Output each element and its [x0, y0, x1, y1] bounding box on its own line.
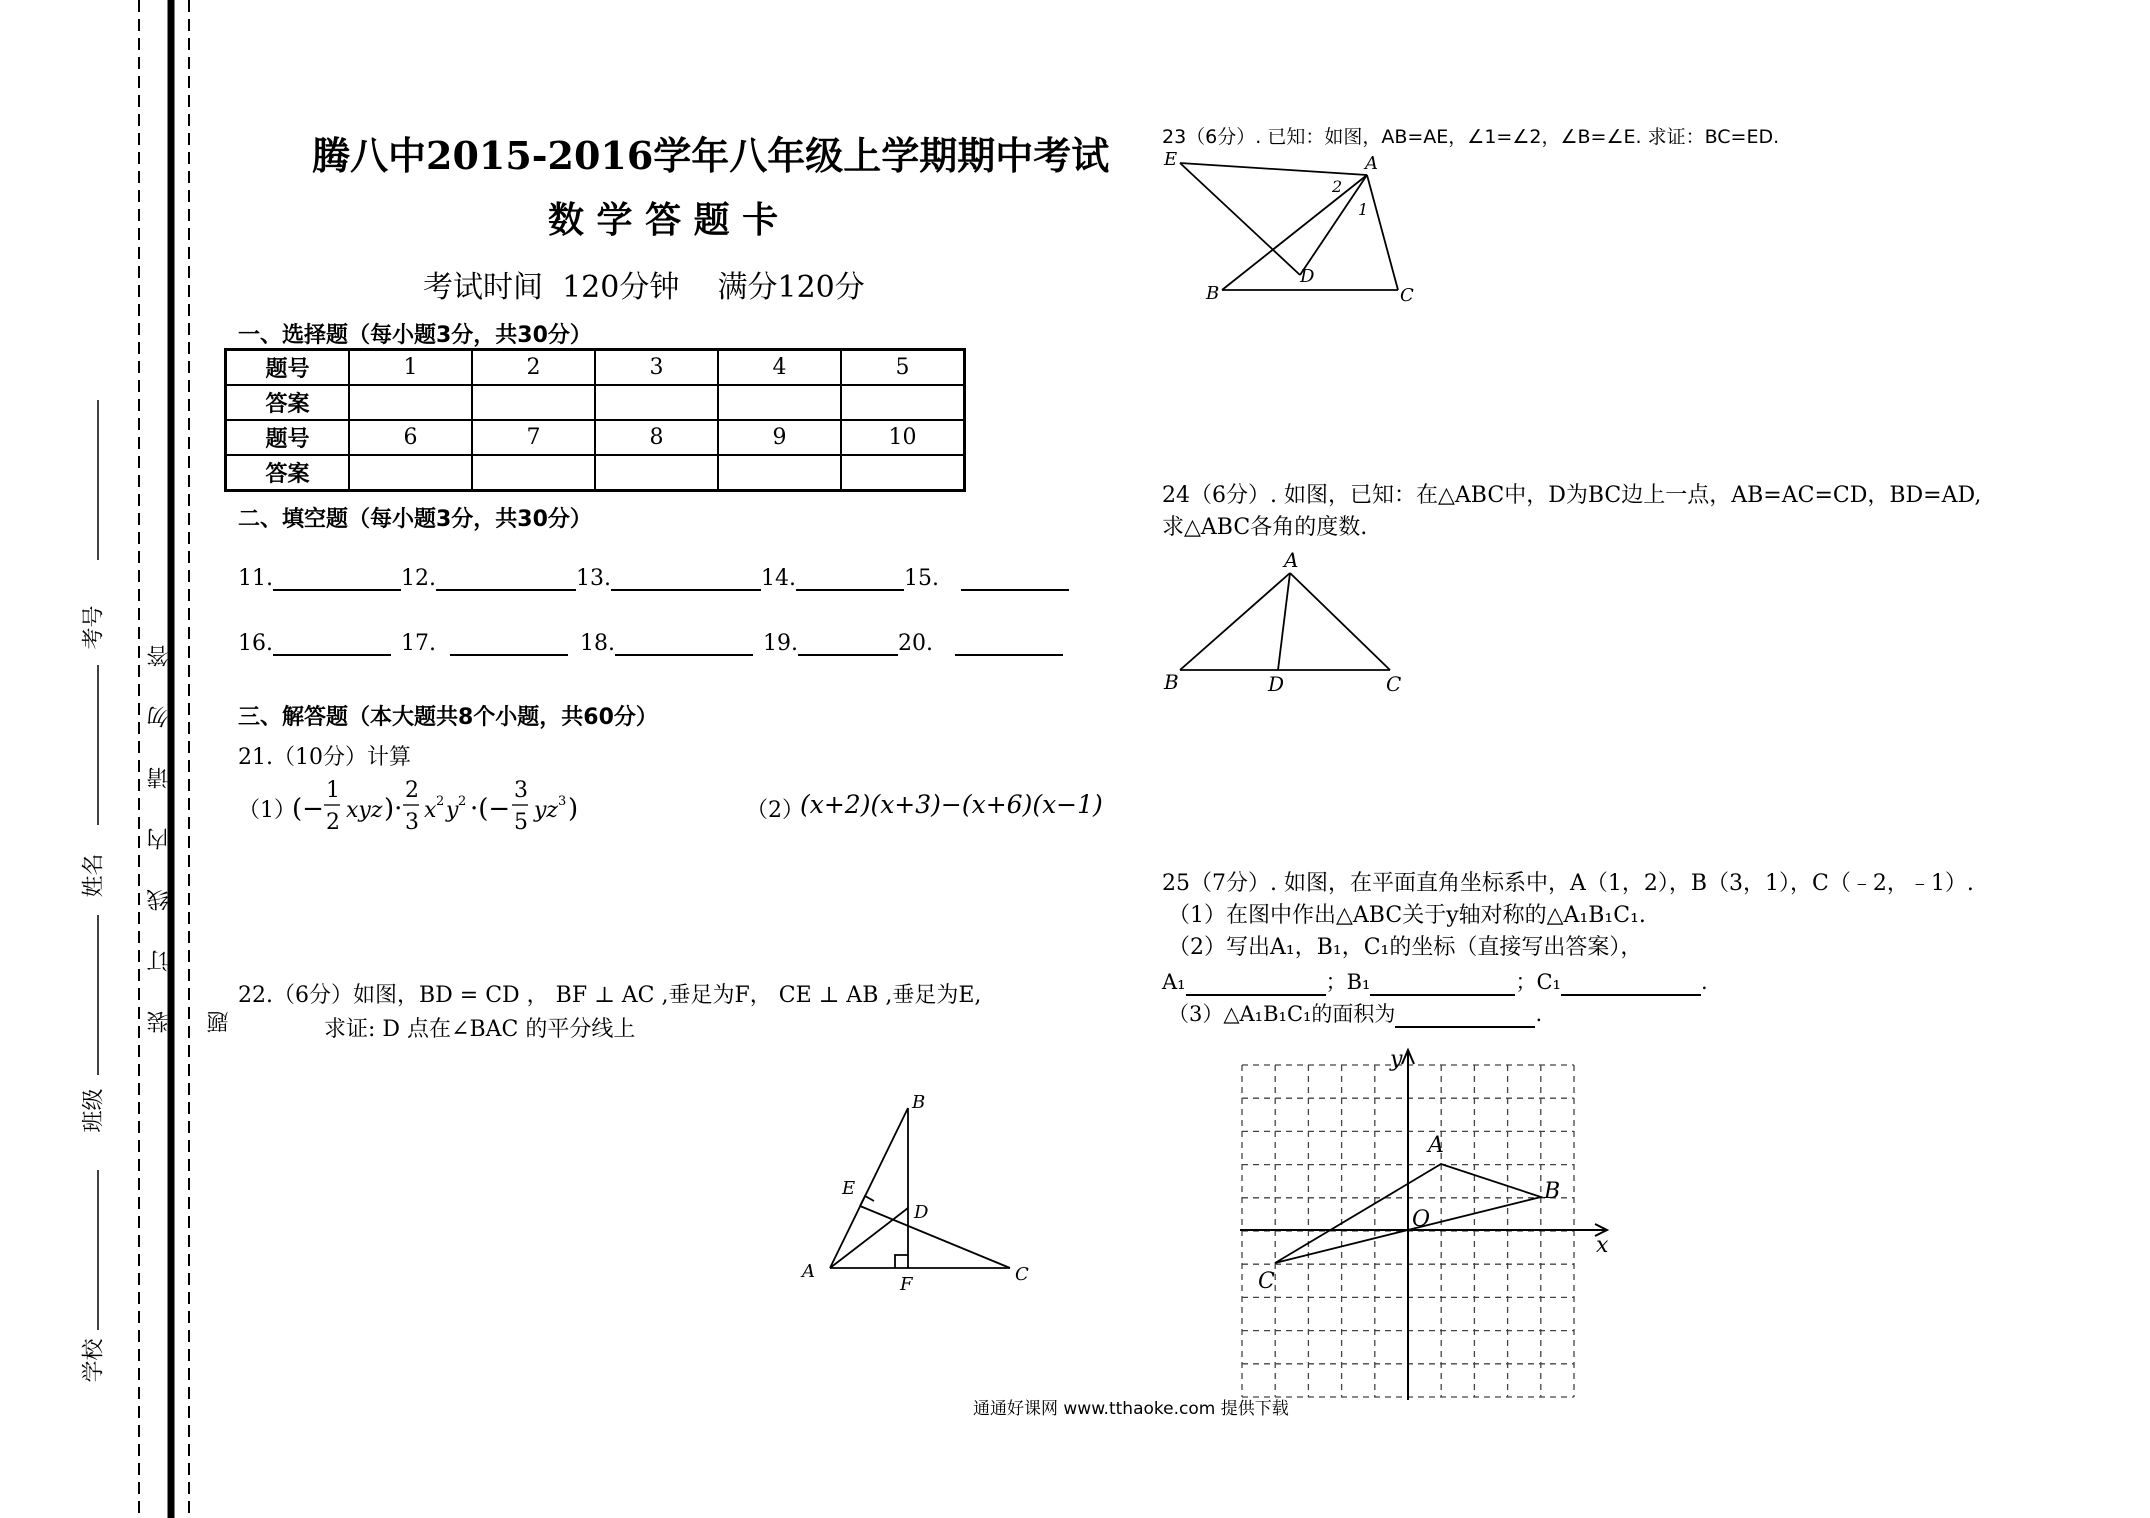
answer-cell[interactable]: [718, 455, 841, 491]
answer-label: 答案: [226, 385, 350, 420]
blank-12[interactable]: [436, 567, 576, 591]
qnum-cell: 1: [349, 350, 472, 386]
qnum-cell: 10: [841, 420, 965, 455]
q25-c1-label: ；C₁: [1515, 970, 1561, 994]
answer-cell[interactable]: [472, 455, 595, 491]
binding-warning: 装 订 线 内 请 勿 答 题: [147, 629, 232, 1033]
svg-text:2: 2: [326, 810, 340, 835]
fig23-label: B: [1206, 283, 1220, 304]
blank-17[interactable]: [450, 632, 568, 656]
answer-cell[interactable]: [595, 385, 718, 420]
fig25-label: y: [1390, 1047, 1403, 1072]
q22-line2: 求证: D 点在∠BAC 的平分线上: [324, 1017, 636, 1042]
fig23-label: 1: [1358, 200, 1369, 219]
blank-number: 18.: [580, 631, 615, 656]
fig24-label: C: [1386, 672, 1402, 696]
blank-number: 13.: [576, 566, 611, 591]
q25-area-label: （3）△A₁B₁C₁的面积为: [1168, 1002, 1396, 1026]
q25-answer-line: [1162, 966, 1708, 996]
fill-blank-row-1: [238, 566, 1069, 591]
q21-part1-label: （1）: [238, 798, 296, 823]
qnum-cell: 5: [841, 350, 965, 386]
fig25-label: B: [1544, 1179, 1561, 1204]
blank-16[interactable]: [273, 632, 391, 656]
choice-answer-table: [224, 348, 966, 492]
svg-text:2: 2: [436, 794, 445, 809]
answer-card-subtitle: 数 学 答 题 卡: [548, 199, 779, 241]
qnum-label: 题号: [226, 420, 350, 455]
blank-18[interactable]: [615, 632, 753, 656]
blank-number: 12.: [401, 566, 436, 591]
blank-number: 14.: [761, 566, 796, 591]
blank-14[interactable]: [796, 567, 904, 591]
svg-text:1: 1: [326, 778, 340, 803]
fig22-label: D: [914, 1202, 929, 1223]
fig22-label: C: [1015, 1264, 1029, 1285]
fig23-label: C: [1400, 285, 1414, 306]
svg-text:x: x: [424, 798, 437, 823]
qnum-cell: 9: [718, 420, 841, 455]
q21-part2-expression: (x+2)(x+3)−(x+6)(x−1): [800, 790, 1103, 819]
fig25-label: A: [1428, 1133, 1444, 1158]
qnum-cell: 6: [349, 420, 472, 455]
fill-blank-row-2: [238, 631, 1063, 656]
fig22-label: A: [802, 1261, 815, 1282]
q25-b1-blank[interactable]: [1370, 972, 1515, 996]
q24-line1: 24（6分）. 如图，已知：在△ABC中，D为BC边上一点，AB=AC=CD，BD=AD,: [1162, 483, 1982, 508]
q25-line2: （1）在图中作出△ABC关于y轴对称的△A₁B₁C₁.: [1168, 903, 1646, 928]
fig23-label: A: [1365, 153, 1378, 174]
section1-heading: 一、选择题（每小题3分，共30分）: [238, 323, 592, 348]
qnum-cell: 7: [472, 420, 595, 455]
qnum-cell: 8: [595, 420, 718, 455]
svg-text:3: 3: [405, 810, 419, 835]
fig24-label: B: [1164, 670, 1179, 694]
svg-text:)·: )·: [384, 794, 403, 824]
blank-13[interactable]: [611, 567, 761, 591]
answer-cell[interactable]: [472, 385, 595, 420]
fig25-label: C: [1258, 1269, 1275, 1294]
answer-cell[interactable]: [718, 385, 841, 420]
svg-text:xyz: xyz: [346, 798, 383, 823]
q23-figure: [1160, 145, 1420, 315]
svg-text:5: 5: [514, 810, 528, 835]
q25-end: .: [1700, 970, 1708, 994]
svg-text:): ): [568, 794, 579, 824]
name-label: 姓名: [81, 853, 107, 898]
fig24-label: A: [1284, 548, 1299, 572]
exam-time-line: 考试时间 120分钟 满分120分: [423, 270, 865, 305]
class-label: 班级: [81, 1088, 107, 1133]
blank-20[interactable]: [955, 632, 1063, 656]
q22-figure: [790, 1090, 1050, 1300]
svg-text:yz: yz: [534, 798, 559, 823]
q25-area-blank[interactable]: [1395, 1004, 1535, 1028]
fig23-label: D: [1300, 266, 1315, 287]
fig23-label: 2: [1332, 177, 1343, 196]
footer-watermark: 通通好课网 www.tthaoke.com 提供下载: [973, 1399, 1289, 1419]
q24-line2: 求△ABC各角的度数.: [1162, 515, 1368, 540]
q25-a1-label: A₁: [1162, 970, 1186, 994]
svg-text:2: 2: [458, 794, 467, 809]
q25-coordinate-grid: [1230, 1040, 1620, 1410]
fig25-label: O: [1412, 1207, 1431, 1232]
q21-part2-label: （2）: [746, 798, 804, 823]
q25-line3: （2）写出A₁，B₁，C₁的坐标（直接写出答案），: [1168, 935, 1643, 960]
svg-text:2: 2: [405, 778, 419, 803]
q25-line1: 25（7分）. 如图，在平面直角坐标系中，A（1，2），B（3，1），C（﹣2，﹣1）.: [1162, 871, 1974, 896]
svg-text:(−: (−: [292, 794, 324, 824]
q24-figure: [1160, 545, 1420, 705]
svg-text:y: y: [446, 798, 459, 823]
answer-cell[interactable]: [841, 455, 965, 491]
qnum-cell: 4: [718, 350, 841, 386]
qnum-label: 题号: [226, 350, 350, 386]
svg-text:3: 3: [514, 778, 528, 803]
answer-cell[interactable]: [349, 455, 472, 491]
blank-number: 19.: [763, 631, 798, 656]
school-label: 学校: [81, 1338, 107, 1383]
fig24-label: D: [1268, 672, 1285, 696]
blank-11[interactable]: [273, 567, 401, 591]
fig22-label: F: [900, 1274, 913, 1295]
blank-number: 17.: [401, 631, 436, 656]
q21-part1-expression: [292, 775, 592, 845]
section2-heading: 二、填空题（每小题3分，共30分）: [238, 507, 592, 532]
answer-cell[interactable]: [841, 385, 965, 420]
svg-text:·(−: ·(−: [470, 794, 511, 824]
qnum-cell: 3: [595, 350, 718, 386]
answer-cell[interactable]: [595, 455, 718, 491]
q22-line1: 22.（6分）如图，BD = CD ， BF ⊥ AC ,垂足为F， CE ⊥ AB ,垂足为E,: [238, 983, 982, 1008]
fig23-label: E: [1164, 149, 1178, 170]
qnum-cell: 2: [472, 350, 595, 386]
exam-title: 腾八中2015-2016学年八年级上学期期中考试: [312, 133, 1110, 178]
fig22-label: E: [842, 1178, 856, 1199]
blank-number: 11.: [238, 566, 273, 591]
blank-19[interactable]: [798, 632, 898, 656]
blank-number: 20.: [898, 631, 933, 656]
q25-line5: [1168, 998, 1542, 1028]
fig25-label: x: [1596, 1233, 1609, 1258]
blank-number: 15.: [904, 566, 939, 591]
q25-c1-blank[interactable]: [1561, 972, 1701, 996]
answer-label: 答案: [226, 455, 350, 491]
q23-text: 23（6分）. 已知：如图，AB=AE，∠1=∠2，∠B=∠E. 求证：BC=ED.: [1162, 126, 1780, 148]
blank-15[interactable]: [961, 567, 1069, 591]
blank-number: 16.: [238, 631, 273, 656]
section3-heading: 三、解答题（本大题共8个小题，共60分）: [238, 705, 658, 730]
fig22-label: B: [912, 1092, 926, 1113]
answer-cell[interactable]: [349, 385, 472, 420]
q25-a1-blank[interactable]: [1186, 972, 1326, 996]
svg-text:3: 3: [558, 794, 567, 809]
q21-heading: 21.（10分）计算: [238, 745, 411, 770]
q25-b1-label: ；B₁: [1325, 970, 1371, 994]
exam-number-label: 考号: [81, 605, 107, 650]
q25-area-end: .: [1535, 1002, 1543, 1026]
